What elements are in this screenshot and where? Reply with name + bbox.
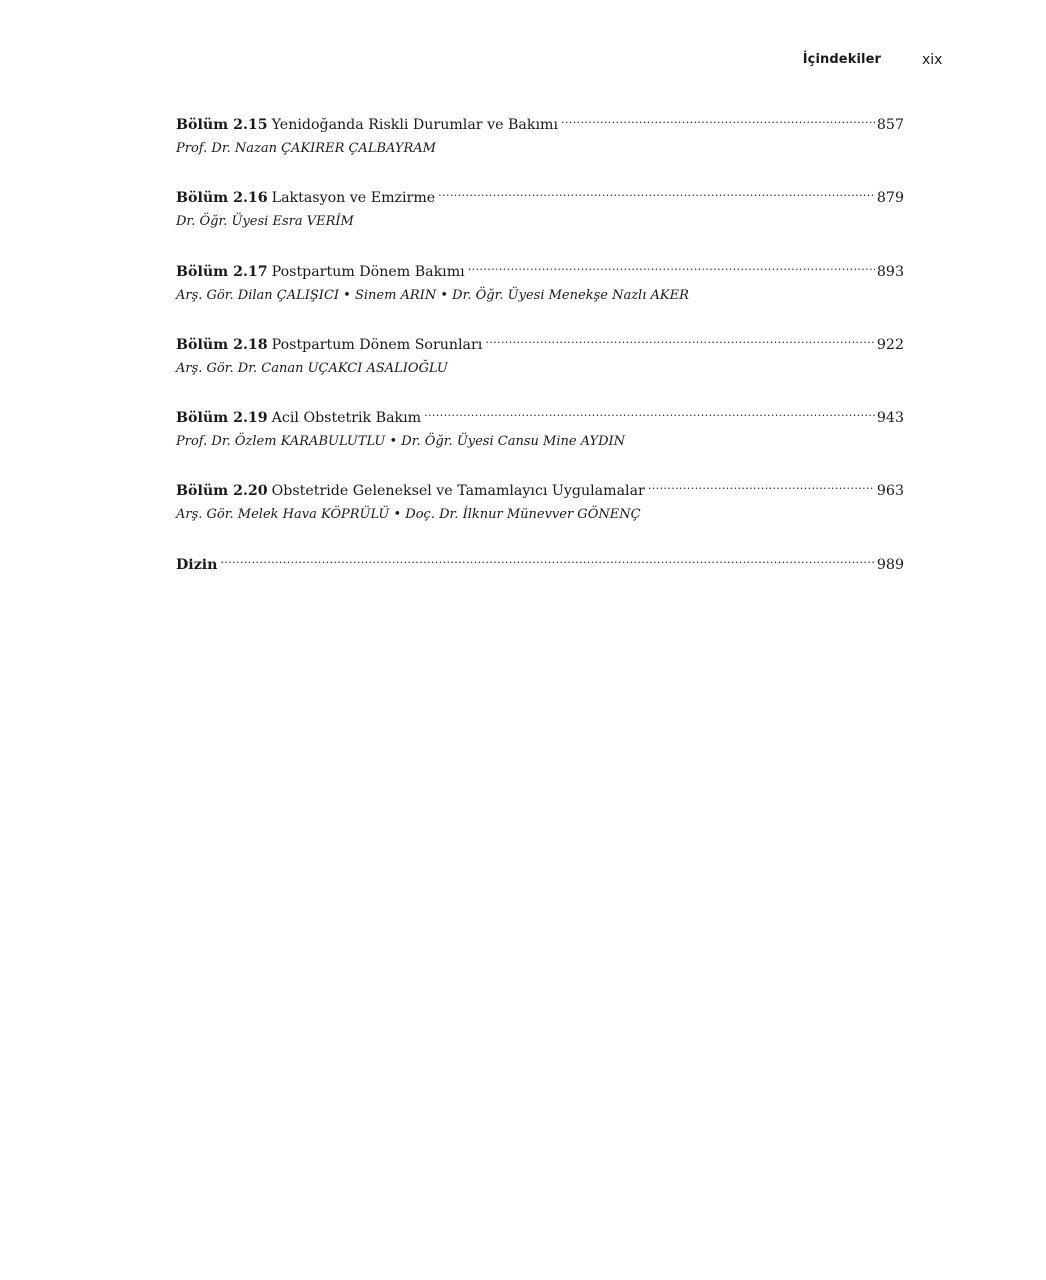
toc-entry-line [176,254,904,283]
toc-entry-line [176,400,904,429]
toc-entry [176,327,904,400]
dot-leader [648,473,875,495]
chapter-title: Laktasyon ve Emzirme [271,190,436,207]
page-header [0,52,1046,74]
chapter-number: Bölüm 2.15 [176,117,268,133]
chapter-authors: Prof. Dr. Özlem KARABULUTLU • Dr. Öğr. Üyesi Cansu Mine AYDIN [176,434,626,450]
toc-entry-index [176,547,904,620]
index-label: Dizin [176,556,218,573]
toc-entry [176,107,904,180]
chapter-authors: Prof. Dr. Nazan ÇAKIRER ÇALBAYRAM [176,141,436,156]
chapter-title: Postpartum Dönem Bakımı [271,263,465,280]
toc-entry [176,473,904,546]
chapter-title: Yenidoğanda Riskli Durumlar ve Bakımı [271,117,559,133]
dot-leader [438,180,875,202]
toc-entry-line [176,327,904,356]
running-header-title: İçindekiler [802,52,881,67]
chapter-page-number: 893 [876,263,904,280]
dot-leader [220,547,874,569]
chapter-number: Bölüm 2.19 [176,410,268,427]
toc-entry-line [176,107,904,136]
running-header-page-number: xix [922,52,943,68]
toc-entry [176,254,904,327]
dot-leader [485,327,875,349]
chapter-title: Acil Obstetrik Bakım [271,410,422,427]
dot-leader [468,254,875,276]
chapter-number: Bölüm 2.16 [176,190,268,207]
chapter-title: Postpartum Dönem Sorunları [271,336,483,353]
chapter-number: Bölüm 2.18 [176,336,268,353]
chapter-number: Bölüm 2.17 [176,263,268,280]
chapter-page-number: 879 [876,190,904,207]
chapter-authors: Arş. Gör. Melek Hava KÖPRÜLÜ • Doç. Dr. İlknur Münevver GÖNENÇ [176,507,641,523]
chapter-page-number: 922 [876,336,904,353]
toc-entry [176,180,904,253]
chapter-authors: Arş. Gör. Dilan ÇALIŞICI • Sinem ARIN • Dr. Öğr. Üyesi Menekşe Nazlı AKER [176,287,689,303]
toc-entry-line [176,547,904,576]
chapter-number: Bölüm 2.20 [176,483,268,500]
toc-entry-line [176,473,904,502]
dot-leader [424,400,875,422]
chapter-authors: Arş. Gör. Dr. Canan UÇAKCI ASALIOĞLU [176,360,448,376]
toc-entry [176,400,904,473]
chapter-page-number: 943 [876,410,904,427]
table-of-contents [176,107,904,620]
chapter-title: Obstetride Geleneksel ve Tamamlayıcı Uygulamalar [271,483,645,500]
dot-leader [561,107,875,129]
toc-entry-line [176,180,904,209]
chapter-page-number: 857 [876,117,904,133]
chapter-authors: Dr. Öğr. Üyesi Esra VERİM [176,214,354,230]
index-page-number: 989 [876,556,904,573]
chapter-page-number: 963 [876,483,904,500]
